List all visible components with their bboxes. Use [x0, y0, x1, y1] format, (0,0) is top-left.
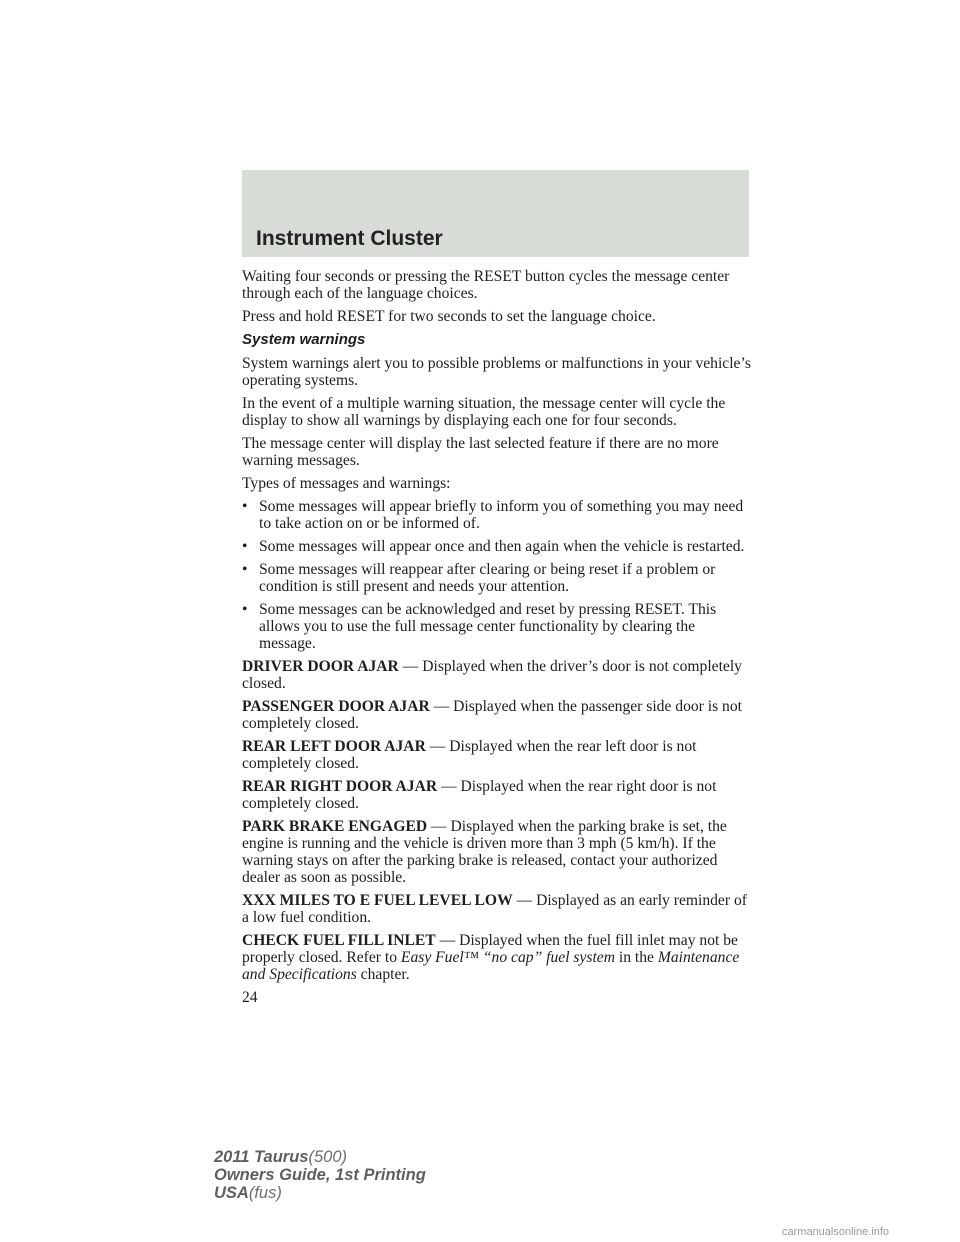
paragraph-last-feature: The message center will display the last selected feature if there are no more warning messages.: [242, 435, 719, 469]
warning-term: CHECK FUEL FILL INLET: [242, 932, 436, 949]
footer-line-printing: Owners Guide, 1st Printing: [214, 1166, 426, 1184]
warning-description: — Displayed when the parking brake is set, the engine is running and the vehicle is driven more than 3 mph (5 km/h). If the warning stays on after the parking brake is released, contact your authorized dealer as soon as possible.: [242, 818, 727, 886]
warning-term: REAR RIGHT DOOR AJAR: [242, 778, 438, 795]
footer-line-region: [214, 1184, 426, 1202]
list-item: [242, 498, 752, 532]
warning-description-cont: in the: [615, 949, 658, 966]
page-content: [242, 268, 752, 1006]
cross-reference-maintenance-chapter: Maintenance and Specifications: [242, 949, 740, 983]
warning-driver-door-ajar: [242, 658, 752, 692]
list-item: [242, 601, 752, 652]
list-item-text: Some messages can be acknowledged and reset by pressing RESET. This allows you to use the full message center functionality by clearing the message.: [259, 601, 717, 652]
warning-description: — Displayed when the rear left door is not completely closed.: [242, 738, 697, 772]
list-item: [242, 538, 752, 555]
warning-term: PASSENGER DOOR AJAR: [242, 698, 430, 715]
message-types-list: [242, 498, 752, 652]
warning-rear-right-door-ajar: [242, 778, 752, 812]
paragraph-language-cycle: Waiting four seconds or pressing the RESET button cycles the message center through each of the language choices.: [242, 268, 730, 302]
warning-description: — Displayed when the fuel fill inlet may not be properly closed. Refer to: [242, 932, 738, 966]
warning-passenger-door-ajar: [242, 698, 752, 732]
list-item-text: Some messages will appear once and then again when the vehicle is restarted.: [259, 538, 745, 555]
bullet-glyph: •: [242, 498, 248, 515]
footer-model: 2011 Taurus: [214, 1148, 309, 1166]
warning-description-end: chapter.: [356, 966, 410, 983]
page-number: 24: [242, 989, 258, 1006]
paragraph-multiple-warnings: In the event of a multiple warning situation, the message center will cycle the display to show all warnings by displaying each one for four seconds.: [242, 395, 726, 429]
warning-term: REAR LEFT DOOR AJAR: [242, 738, 426, 755]
warning-park-brake-engaged: [242, 818, 752, 886]
warning-description: — Displayed when the passenger side door is not completely closed.: [242, 698, 742, 732]
list-item-text: Some messages will reappear after clearing or being reset if a problem or condition is still present and needs your attention.: [259, 561, 716, 595]
cross-reference-easy-fuel: Easy Fuel™ “no cap” fuel system: [400, 949, 615, 966]
warning-description: — Displayed as an early reminder of a low fuel condition.: [242, 892, 747, 926]
footer-model-code: (500): [308, 1148, 347, 1166]
paragraph-language-set: Press and hold RESET for two seconds to set the language choice.: [242, 308, 656, 325]
paragraph-system-warnings: System warnings alert you to possible problems or malfunctions in your vehicle’s operating systems.: [242, 355, 751, 389]
warning-term: XXX MILES TO E FUEL LEVEL LOW: [242, 892, 513, 909]
warning-description: — Displayed when the rear right door is not completely closed.: [242, 778, 717, 812]
warning-check-fuel-fill-inlet: [242, 932, 752, 983]
section-header-band: [242, 170, 749, 257]
bullet-glyph: •: [242, 601, 248, 618]
print-footer: [214, 1148, 426, 1202]
bullet-glyph: •: [242, 561, 248, 578]
warning-fuel-level-low: [242, 892, 752, 926]
footer-line-model: [214, 1148, 426, 1166]
site-watermark: carmanualsonline.info: [782, 1226, 890, 1238]
footer-region-code: (fus): [248, 1184, 282, 1202]
subheading-system-warnings: System warnings: [242, 331, 366, 348]
warning-term: DRIVER DOOR AJAR: [242, 658, 399, 675]
footer-region: USA: [214, 1184, 249, 1202]
warning-description: — Displayed when the driver’s door is not completely closed.: [242, 658, 742, 692]
list-item: [242, 561, 752, 595]
paragraph-types-intro: Types of messages and warnings:: [242, 475, 451, 492]
section-title: Instrument Cluster: [256, 227, 443, 250]
warning-term: PARK BRAKE ENGAGED: [242, 818, 428, 835]
list-item-text: Some messages will appear briefly to inform you of something you may need to take action on or be informed of.: [259, 498, 744, 532]
warning-rear-left-door-ajar: [242, 738, 752, 772]
bullet-glyph: •: [242, 538, 248, 555]
